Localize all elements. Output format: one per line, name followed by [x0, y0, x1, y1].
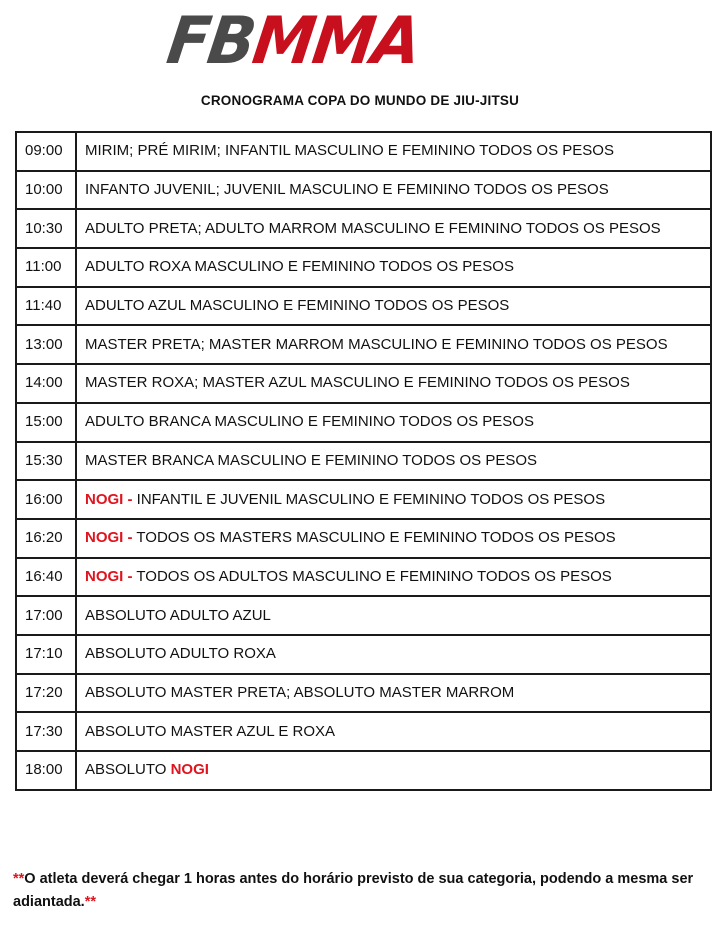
- footnote-asterisks-end: **: [84, 894, 97, 910]
- schedule-category: [76, 674, 711, 713]
- category-text: MASTER ROXA; MASTER AZUL MASCULINO E FEMININO TODOS OS PESOS: [85, 374, 630, 392]
- schedule-row: [16, 364, 711, 403]
- category-text: TODOS OS ADULTOS MASCULINO E FEMININO TODOS OS PESOS: [132, 567, 612, 585]
- category-text: ABSOLUTO ADULTO ROXA: [85, 645, 276, 663]
- schedule-row: [16, 325, 711, 364]
- nogi-label: NOGI -: [85, 529, 133, 547]
- nogi-label: NOGI -: [85, 490, 133, 508]
- schedule-row: [16, 674, 711, 713]
- page-title: CRONOGRAMA COPA DO MUNDO DE JIU-JITSU: [200, 93, 520, 108]
- schedule-row: [16, 442, 711, 481]
- schedule-time: 10:00: [16, 171, 76, 210]
- schedule-row: [16, 171, 711, 210]
- nogi-label: NOGI -: [85, 567, 133, 585]
- schedule-category: [76, 596, 711, 635]
- schedule-category: [76, 171, 711, 210]
- category-text: INFANTIL E JUVENIL MASCULINO E FEMININO TODOS OS PESOS: [132, 490, 606, 508]
- schedule-row: [16, 635, 711, 674]
- category-text: MASTER BRANCA MASCULINO E FEMININO TODOS OS PESOS: [85, 451, 538, 469]
- schedule-time: 15:00: [16, 403, 76, 442]
- schedule-time: 10:30: [16, 209, 76, 248]
- schedule-table: [15, 131, 712, 791]
- schedule-time: 16:00: [16, 480, 76, 519]
- schedule-category: [76, 209, 711, 248]
- schedule-time: 09:00: [16, 132, 76, 171]
- category-text: MIRIM; PRÉ MIRIM; INFANTIL MASCULINO E FEMININO TODOS OS PESOS: [85, 142, 614, 160]
- footnote-asterisks-start: **: [13, 871, 25, 887]
- category-text: ABSOLUTO: [85, 761, 171, 779]
- category-text: ADULTO AZUL MASCULINO E FEMININO TODOS OS PESOS: [85, 297, 510, 315]
- category-text: MASTER PRETA; MASTER MARROM MASCULINO E FEMININO TODOS OS PESOS: [85, 335, 668, 353]
- schedule-category: [76, 712, 711, 751]
- schedule-category: [76, 442, 711, 481]
- fbmma-logo: [162, 2, 572, 79]
- schedule-row: [16, 209, 711, 248]
- schedule-time: 17:00: [16, 596, 76, 635]
- category-text: ABSOLUTO ADULTO AZUL: [85, 606, 271, 624]
- category-text: TODOS OS MASTERS MASCULINO E FEMININO TODOS OS PESOS: [132, 529, 616, 547]
- category-text: ABSOLUTO MASTER PRETA; ABSOLUTO MASTER MARROM: [85, 683, 515, 701]
- schedule-category: [76, 635, 711, 674]
- category-text: ADULTO ROXA MASCULINO E FEMININO TODOS OS PESOS: [85, 258, 514, 276]
- schedule-category: [76, 248, 711, 287]
- footnote: [13, 868, 703, 914]
- schedule-row: [16, 596, 711, 635]
- schedule-category: [76, 132, 711, 171]
- schedule-row: [16, 287, 711, 326]
- schedule-time: 17:30: [16, 712, 76, 751]
- schedule-time: 18:00: [16, 751, 76, 790]
- schedule-row: [16, 480, 711, 519]
- schedule-category: [76, 519, 711, 558]
- category-text: INFANTO JUVENIL; JUVENIL MASCULINO E FEMININO TODOS OS PESOS: [85, 181, 609, 199]
- category-text: ABSOLUTO MASTER AZUL E ROXA: [85, 722, 336, 740]
- schedule-row: [16, 519, 711, 558]
- schedule-time: 16:20: [16, 519, 76, 558]
- schedule-time: 11:40: [16, 287, 76, 326]
- schedule-time: 14:00: [16, 364, 76, 403]
- schedule-row: [16, 403, 711, 442]
- schedule-category: [76, 480, 711, 519]
- schedule-category: [76, 558, 711, 597]
- schedule-time: 17:10: [16, 635, 76, 674]
- schedule-category: [76, 325, 711, 364]
- category-text: ADULTO BRANCA MASCULINO E FEMININO TODOS OS PESOS: [85, 413, 534, 431]
- schedule-category: [76, 751, 711, 790]
- schedule-time: 17:20: [16, 674, 76, 713]
- schedule-row: [16, 248, 711, 287]
- schedule-row: [16, 751, 711, 790]
- schedule-row: [16, 712, 711, 751]
- schedule-row: [16, 132, 711, 171]
- logo-mma: MMA: [248, 2, 425, 79]
- schedule-category: [76, 403, 711, 442]
- nogi-label: NOGI: [170, 761, 209, 779]
- category-text: ADULTO PRETA; ADULTO MARROM MASCULINO E FEMININO TODOS OS PESOS: [85, 219, 661, 237]
- schedule-time: 15:30: [16, 442, 76, 481]
- schedule-category: [76, 287, 711, 326]
- schedule-row: [16, 558, 711, 597]
- schedule-time: 16:40: [16, 558, 76, 597]
- schedule-category: [76, 364, 711, 403]
- schedule-body: [16, 132, 711, 790]
- footnote-text: O atleta deverá chegar 1 horas antes do horário previsto de sua categoria, podendo a mesma ser adiantada.: [13, 871, 694, 910]
- schedule-time: 11:00: [16, 248, 76, 287]
- schedule-time: 13:00: [16, 325, 76, 364]
- logo-fb: FB: [162, 2, 260, 79]
